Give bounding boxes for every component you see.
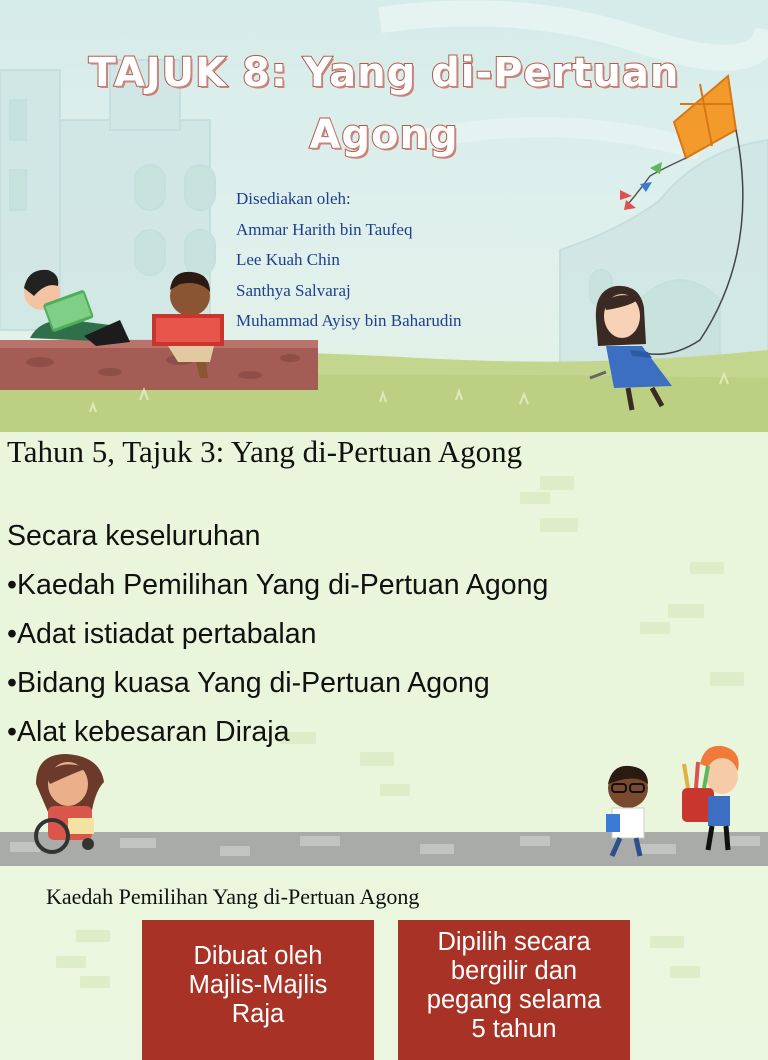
- box-text-line: Dipilih secara: [437, 928, 591, 956]
- box-text-line: Raja: [231, 1000, 285, 1028]
- method-box-council: [142, 920, 374, 1060]
- list-item: •Kaedah Pemilihan Yang di-Pertuan Agong: [7, 569, 549, 601]
- overview-slide: [0, 432, 768, 866]
- box-text-line: pegang selama: [426, 986, 602, 1014]
- selection-method-slide: [0, 866, 768, 1043]
- list-item: •Bidang kuasa Yang di-Pertuan Agong: [7, 667, 490, 699]
- credits-block: [236, 184, 462, 337]
- credit-name: Lee Kuah Chin: [236, 250, 340, 269]
- credit-name: Santhya Salvaraj: [236, 280, 351, 300]
- selection-heading: Kaedah Pemilihan Yang di-Pertuan Agong: [46, 884, 420, 909]
- list-item: •Adat istiadat pertabalan: [7, 618, 317, 650]
- slide-title: TAJUK 8: Yang di-Pertuan: [88, 50, 680, 96]
- overview-subheading: Secara keseluruhan: [7, 520, 261, 552]
- method-box-rotation: [398, 920, 630, 1060]
- slide-title-continued: Agong: [309, 112, 459, 158]
- building-right-icon: [560, 140, 768, 380]
- overview-list: [7, 520, 548, 765]
- overview-heading: Tahun 5, Tajuk 3: Yang di-Pertuan Agong: [7, 434, 523, 469]
- credits-heading: Disediakan oleh:: [236, 189, 351, 208]
- box-text-line: Dibuat oleh: [193, 942, 323, 970]
- credit-name: Ammar Harith bin Taufeq: [236, 219, 413, 239]
- title-slide: [0, 0, 768, 432]
- box-text-line: 5 tahun: [471, 1015, 557, 1043]
- box-text-line: bergilir dan: [450, 957, 578, 985]
- list-item: •Alat kebesaran Diraja: [7, 716, 290, 748]
- brick-wall: [0, 340, 318, 390]
- credit-name: Muhammad Ayisy bin Baharudin: [236, 311, 462, 330]
- road: [0, 832, 768, 866]
- box-text-line: Majlis-Majlis: [188, 971, 328, 999]
